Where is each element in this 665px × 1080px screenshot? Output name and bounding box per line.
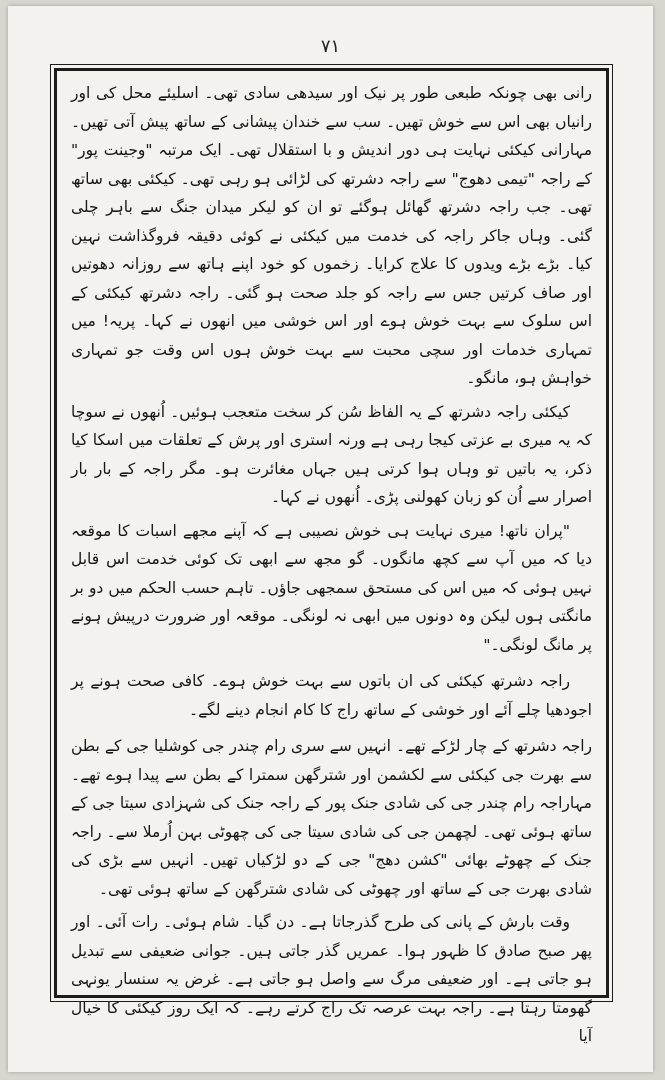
text-border-frame bbox=[54, 68, 609, 1045]
page-number: ۷۱ bbox=[320, 36, 341, 57]
paragraph-kaikeyi-reply-intro: کیکئی راجہ دشرتھ کے یہ الفاظ سُن کر سخت متعجب ہوئیں۔ اُنھوں نے سوچا کہ یہ میری بے عزتی کیجا رہی ہے ورنہ استری اور پرش کے تعلقات میں اسکا کیا ذکر، یہ باتیں تو وہاں ہوا کرتی ہیں جہاں مغائرت ہو۔ مگر راجہ کے بار بار اصرار سے اُن کو زبان کھولنی پڑی۔ اُنھوں نے کہا۔ bbox=[71, 402, 592, 506]
paragraph-dasharath-return: راجہ دشرتھ کیکئی کی ان باتوں سے بہت خوش ہوے۔ کافی صحت ہونے پر اجودھیا چلے آئے اور خوشی کے ساتھ راج کا کام انجام دینے لگے۔ bbox=[71, 672, 592, 719]
page-body-text bbox=[71, 79, 592, 1051]
paragraph-rani-kaikeyi: رانی بھی چونکہ طبعی طور پر نیک اور سیدھی سادی تھی۔ اسلیئے محل کی اور رانیاں بھی اس سے خوش تھیں۔ سب سے خندان پیشانی کے ساتھ پیش آتی تھیں۔ مہارانی کیکئی نہایت ہی دور اندیش و با استقلال تھی۔ ایک مرتبہ "وجینت پور" کے راجہ "تیمی دھوج" سے راجہ دشرتھ کی لڑائی ہو رہی تھی۔ کیکئی بھی ساتھ تھی۔ جب راجہ دشرتھ گھائل ہوگئے تو ان کو لیکر میدان جنگ سے باہر چلی گئی۔ وہاں جاکر راجہ کی خدمت میں کیکئی نے کوئی دقیقہ فروگذاشت نہین کیا۔ بڑے بڑے ویدوں کا علاج کرایا۔ زخموں کو خود اپنے ہاتھ سے روزانہ دھوتیں اور صاف کرتیں جس سے راجہ کو جلد صحت ہو گئی۔ راجہ دشرتھ کیکئی کے اس سلوک سے بہت خوش ہوے اور اس خوشی میں انھوں نے کہا۔ پریہ! میں تمہاری خدمات اور سچی محبت سے بہت خوش ہوں اس وقت جو تمہاری خواہش ہو، مانگو۔ bbox=[71, 84, 592, 387]
paragraph-kaikeyi-boons: "پران ناتھ! میری نہایت ہی خوش نصیبی ہے کہ آپنے مجھے اسبات کا موقعہ دیا کہ میں آپ سے کچھ مانگوں۔ گو مجھ سے ابھی تک کوئی خدمت اس قابل نہیں ہوئی کہ میں اس کی مستحق سمجھی جاؤں۔ تاہم حسب الحکم میں دو بر مانگتی ہوں لیکن وہ دونوں میں ابھی نہ لونگی۔ موقعہ اور ضرورت درپیش ہونے پر مانگ لونگی۔" bbox=[71, 521, 592, 654]
paragraph-four-sons: راجہ دشرتھ کے چار لڑکے تھے۔ انہیں سے سری رام چندر جی کوشلیا جی کے بطن سے بھرت جی کیکئی سے لکشمن اور شترگھن سمترا کے بطن سے پیدا ہوے تھے۔ مہاراجہ رام چندر جی کی شادی جنک پور کے راجہ جنک کی شہزادی سیتا جی کے ساتھ ہوئی تھی۔ لچھمن جی کی شادی سیتا جی کی چھوٹی بہن اُرملا سے۔ راجہ جنک کے چھوٹے بھائی "کشن دھج" جی کے دو لڑکیاں تھیں۔ انہیں سے بڑی کی شادی بھرت جی کے ساتھ اور چھوٹی کی شادی شترگھن کے ساتھ ہوئی تھی۔ bbox=[71, 737, 592, 898]
paragraph-time-passes: وقت بارش کے پانی کی طرح گذرجاتا ہے۔ دن گیا۔ شام ہوئی۔ رات آئی۔ اور پھر صبح صادق کا ظہور ہوا۔ عمریں گذر جاتی ہیں۔ جوانی ضعیفی سے تبدیل ہو جاتی ہے۔ اور ضعیفی مرگ سے واصل ہو جاتی ہے۔ غرض یہ سنسار یونہی گھومتا رہتا ہے۔ راجہ بہت عرصہ تک راج کرتے رہے۔ کہ ایک روز کیکئی کا خیال آیا bbox=[71, 913, 592, 1045]
book-page bbox=[8, 6, 653, 1072]
